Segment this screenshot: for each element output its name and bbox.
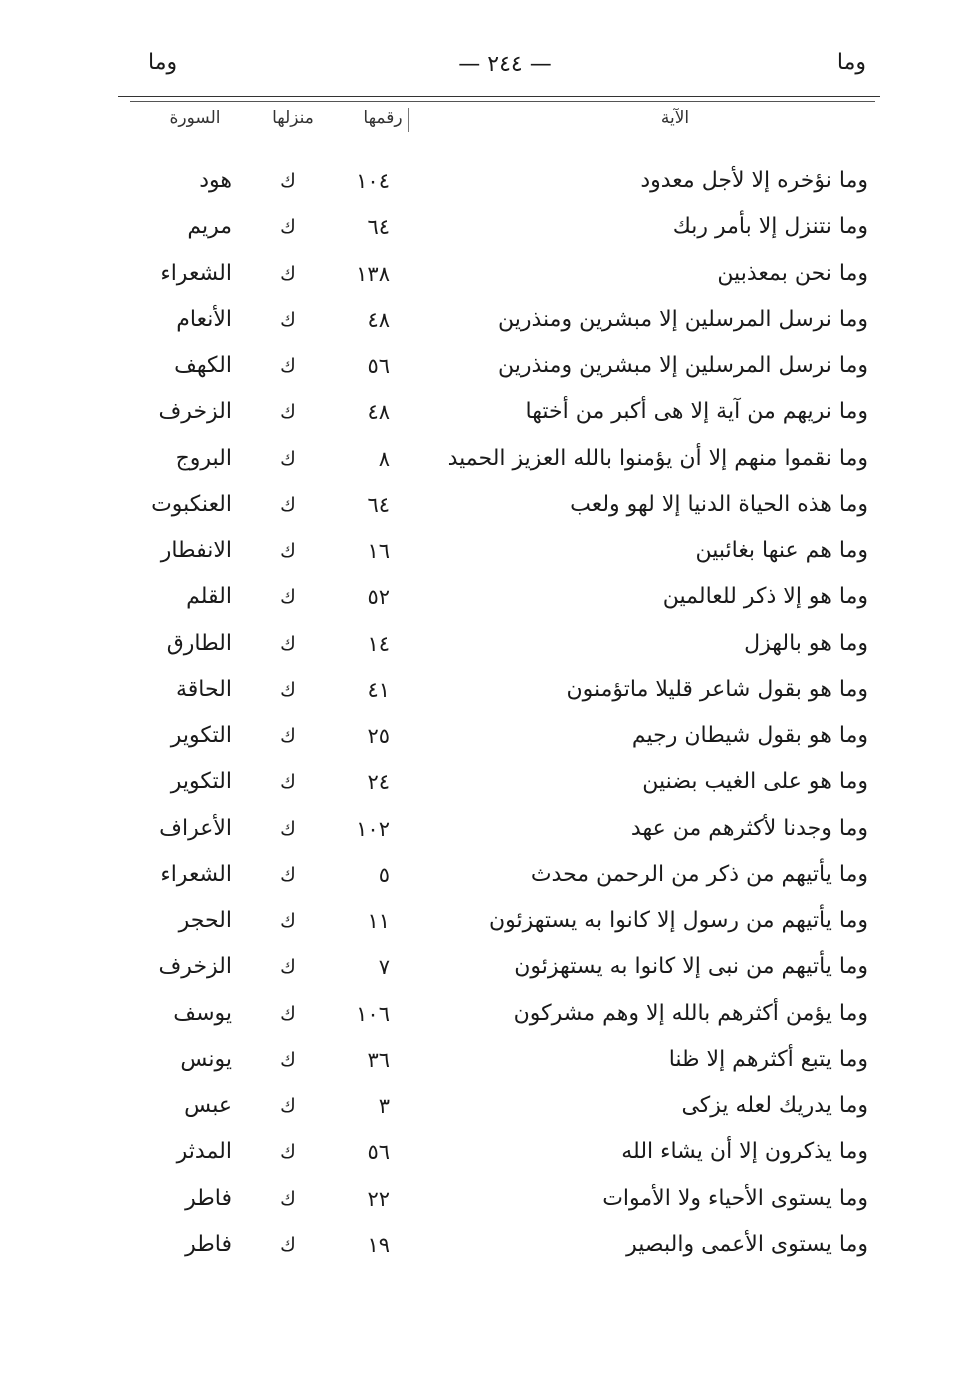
revelation-cell: ك	[280, 956, 296, 979]
revelation-cell: ك	[280, 725, 296, 747]
table-row	[0, 158, 966, 204]
column-header-ayah: الآية	[660, 108, 690, 128]
table-row	[0, 667, 966, 713]
revelation-cell: ك	[280, 1048, 296, 1071]
ayah-cell: وما يؤمن أكثرهم بالله إلا وهم مشركون	[513, 1000, 868, 1026]
column-header-number: رقمها	[363, 108, 403, 128]
surah-cell: فاطر	[185, 1185, 232, 1211]
ayah-cell: وما نرسل المرسلين إلا مبشرين ومنذرين	[497, 306, 868, 332]
table-row	[0, 1222, 966, 1268]
table-row	[0, 251, 966, 297]
revelation-cell: ك	[280, 771, 296, 794]
ayah-number-cell: ٢٥	[367, 724, 390, 748]
header-rule	[118, 96, 880, 97]
revelation-cell: ك	[280, 1187, 296, 1210]
verse-index-table	[0, 158, 966, 1268]
table-row	[0, 1129, 966, 1175]
ayah-number-cell: ٥٦	[367, 354, 390, 378]
table-row	[0, 436, 966, 482]
surah-cell: التكوير	[170, 723, 232, 748]
surah-cell: العنكبوت	[151, 491, 232, 517]
ayah-cell: وما يأتيهم من رسول إلا كانوا به يستهزئون	[488, 908, 868, 933]
ayah-number-cell: ١٦	[367, 539, 390, 563]
surah-cell: مريم	[187, 214, 232, 240]
revelation-cell: ك	[280, 216, 296, 239]
table-row	[0, 389, 966, 435]
revelation-cell: ك	[280, 401, 296, 424]
surah-cell: يونس	[180, 1046, 232, 1072]
table-row	[0, 1037, 966, 1083]
revelation-cell: ك	[280, 355, 296, 377]
ayah-cell: وما يدريك لعله يزكى	[681, 1093, 868, 1118]
column-header-revelation: منزلها	[272, 108, 314, 128]
ayah-cell: وما يأتيهم من نبى إلا كانوا به يستهزئون	[514, 954, 868, 980]
revelation-cell: ك	[280, 817, 296, 840]
ayah-number-cell: ٢٢	[367, 1186, 390, 1211]
ayah-number-cell: ٧	[378, 955, 390, 980]
running-head-right: وما	[836, 50, 866, 75]
surah-cell: فاطر	[185, 1231, 232, 1257]
ayah-number-cell: ١٩	[367, 1232, 390, 1257]
ayah-number-cell: ٥٢	[367, 585, 390, 610]
ayah-cell: وما يذكرون إلا أن يشاء الله	[621, 1139, 868, 1165]
table-row	[0, 574, 966, 620]
table-row	[0, 759, 966, 805]
revelation-cell: ك	[280, 308, 296, 331]
table-row	[0, 621, 966, 667]
ayah-number-cell: ١٠٢	[356, 816, 390, 841]
ayah-number-cell: ١١	[367, 909, 390, 933]
ayah-cell: وما يستوى الأعمى والبصير	[626, 1231, 868, 1257]
ayah-number-cell: ٣	[378, 1094, 390, 1118]
revelation-cell: ك	[280, 1141, 296, 1164]
table-row	[0, 898, 966, 944]
revelation-cell: ك	[280, 493, 296, 516]
ayah-number-cell: ٥	[378, 862, 390, 887]
revelation-cell: ك	[280, 262, 296, 285]
revelation-cell: ك	[280, 632, 296, 655]
ayah-cell: وما نقموا منهم إلا أن يؤمنوا بالله العزيز الحميد	[447, 445, 868, 471]
ayah-cell: وما هذه الحياة الدنيا إلا لهو ولعب	[570, 491, 868, 517]
column-header-rule	[130, 101, 875, 102]
table-row	[0, 1176, 966, 1222]
ayah-cell: وما وجدنا لأكثرهم من عهد	[630, 815, 868, 841]
ayah-number-cell: ١٣٨	[356, 261, 390, 286]
ayah-cell: وما نحن بمعذبين	[717, 260, 868, 286]
revelation-cell: ك	[280, 586, 296, 609]
table-row	[0, 482, 966, 528]
surah-cell: القلم	[186, 584, 232, 610]
surah-cell: البروج	[175, 445, 232, 471]
ayah-number-cell: ٥٦	[367, 1140, 390, 1165]
ayah-cell: وما نريهم من آية إلا هى أكبر من أختها	[525, 399, 868, 425]
ayah-number-cell: ٦٤	[367, 492, 390, 517]
surah-cell: الكهف	[174, 353, 232, 378]
table-row	[0, 297, 966, 343]
revelation-cell: ك	[280, 910, 296, 932]
revelation-cell: ك	[280, 678, 296, 701]
table-row	[0, 528, 966, 574]
ayah-cell: وما هو بقول شاعر قليلا ماتؤمنون	[566, 676, 868, 702]
ayah-number-cell: ١٠٦	[356, 1001, 390, 1026]
ayah-cell: وما يستوى الأحياء ولا الأموات	[602, 1185, 868, 1211]
column-divider	[408, 108, 409, 132]
surah-cell: الطارق	[166, 630, 232, 656]
table-row	[0, 343, 966, 389]
running-head-left: وما	[148, 50, 178, 75]
ayah-cell: وما نرسل المرسلين إلا مبشرين ومنذرين	[497, 353, 868, 378]
revelation-cell: ك	[280, 170, 296, 192]
ayah-cell: وما هم عنها بغائبين	[695, 538, 868, 563]
surah-cell: الزخرف	[158, 954, 232, 980]
table-row	[0, 991, 966, 1037]
ayah-cell: وما هو على الغيب بضنين	[642, 769, 868, 795]
revelation-cell: ك	[280, 447, 296, 470]
ayah-number-cell: ١٠٤	[356, 169, 390, 193]
table-row	[0, 944, 966, 990]
ayah-cell: وما هو بقول شيطان رجيم	[631, 723, 868, 748]
ayah-number-cell: ٢٤	[367, 770, 390, 795]
ayah-number-cell: ٦٤	[367, 215, 390, 240]
ayah-cell: وما يتبع أكثرهم إلا ظنا	[668, 1046, 868, 1072]
table-row	[0, 852, 966, 898]
revelation-cell: ك	[280, 1095, 296, 1117]
ayah-number-cell: ٤٨	[367, 400, 390, 425]
surah-cell: الزخرف	[158, 399, 232, 425]
ayah-number-cell: ٣٦	[367, 1047, 390, 1072]
table-row	[0, 806, 966, 852]
revelation-cell: ك	[280, 1233, 296, 1256]
ayah-number-cell: ١٤	[367, 631, 390, 656]
surah-cell: يوسف	[173, 1000, 232, 1026]
ayah-cell: وما هو إلا ذكر للعالمين	[662, 584, 868, 610]
surah-cell: هود	[199, 168, 232, 193]
surah-cell: الشعراء	[160, 260, 232, 286]
ayah-cell: وما هو بالهزل	[744, 630, 868, 656]
surah-cell: الحاقة	[175, 676, 232, 702]
ayah-number-cell: ٤٨	[367, 307, 390, 332]
surah-cell: الانفطار	[160, 538, 232, 563]
surah-cell: عبس	[184, 1093, 232, 1118]
ayah-cell: وما نتنزل إلا بأمر ربك	[672, 214, 868, 240]
surah-cell: المدثر	[176, 1139, 232, 1165]
revelation-cell: ك	[280, 1002, 296, 1025]
table-row	[0, 713, 966, 759]
ayah-cell: وما يأتيهم من ذكر من الرحمن محدث	[530, 861, 868, 887]
ayah-number-cell: ٤١	[367, 677, 390, 702]
ayah-number-cell: ٨	[378, 446, 390, 471]
surah-cell: الأنعام	[176, 306, 232, 332]
revelation-cell: ك	[280, 540, 296, 562]
surah-cell: الشعراء	[160, 861, 232, 887]
surah-cell: التكوير	[170, 769, 232, 795]
table-row	[0, 204, 966, 250]
column-header-surah: السورة	[169, 108, 221, 128]
surah-cell: الحجر	[178, 908, 232, 933]
revelation-cell: ك	[280, 863, 296, 886]
ayah-cell: وما نؤخره إلا لأجل معدود	[640, 168, 868, 193]
page-number: — ٢٤٤ —	[458, 52, 552, 77]
surah-cell: الأعراف	[159, 815, 232, 841]
table-row	[0, 1083, 966, 1129]
